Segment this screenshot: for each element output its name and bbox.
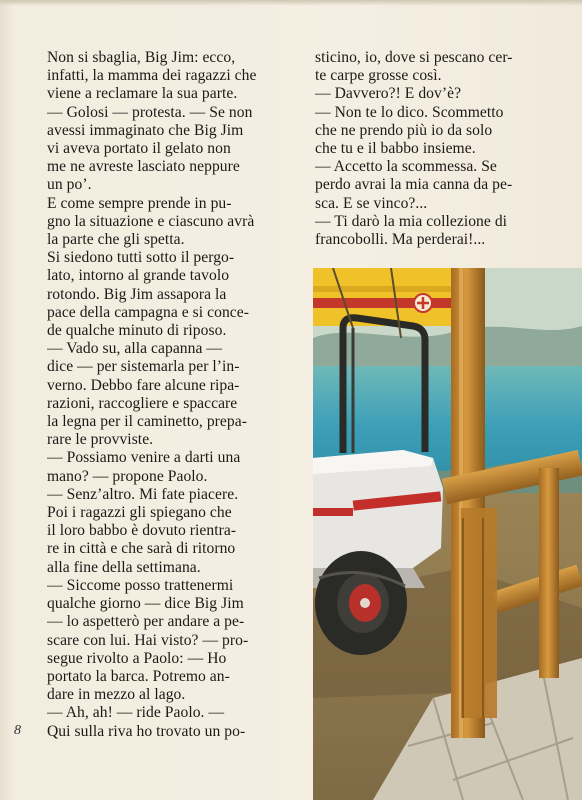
jeep-by-lake-illustration (313, 268, 582, 800)
left-column-line: gno la situazione e ciascuno avrà (47, 212, 255, 230)
left-column-line: — Vado su, alla capanna — (47, 340, 223, 358)
left-column-line: la legna per il caminetto, prepa- (47, 413, 247, 431)
page-top-shadow (0, 0, 582, 6)
right-column-line: — Ti darò la mia collezione di (315, 212, 508, 230)
left-column-line: verno. Debbo fare alcune ripa- (47, 376, 240, 394)
awning-stripe (313, 298, 463, 308)
right-column-line: sticino, io, dove si pescano cer- (315, 49, 513, 66)
left-column-line: il loro babbo è dovuto rientra- (47, 522, 237, 540)
right-column-line: che ne prendo più io da solo (315, 121, 493, 139)
right-column-line: te carpe grosse così. (315, 67, 442, 85)
left-column-line: de qualche minuto di riposo. (47, 322, 227, 340)
page-number: 8 (14, 723, 21, 738)
left-column-line: — Golosi — protesta. — Se non (47, 103, 253, 121)
left-column-line: dice — per sistemarla per l’in- (47, 358, 240, 376)
illustration-svg (313, 268, 582, 800)
left-column-line: — Siccome posso trattenermi (47, 576, 234, 594)
left-column-line: scare con lui. Hai visto? — pro- (47, 631, 249, 649)
right-column-line: francobolli. Ma perderai!... (315, 231, 486, 249)
left-column-line: me ne avreste lasciato neppure (47, 158, 240, 176)
left-column-line: mano? — propone Paolo. (47, 467, 208, 485)
left-column-line: Poi i ragazzi gli spiegano che (47, 504, 232, 522)
left-column-line: un po’. (47, 176, 92, 194)
left-column-line: pace della campagna e si conce- (47, 303, 249, 321)
left-column-line: qualche giorno — dice Big Jim (47, 595, 244, 613)
left-column-line: — lo aspetterò per andare a pe- (47, 613, 245, 631)
left-text-column (47, 49, 297, 741)
left-column-line: avessi immaginato che Big Jim (47, 121, 244, 139)
right-column-line: — Davvero?! E dov’è? (315, 85, 462, 103)
left-column-line: portato la barca. Potremo an- (47, 667, 230, 685)
right-column-line: che tu e il babbo insieme. (315, 140, 476, 158)
left-column-line: — Senz’altro. Mi fate piacere. (47, 485, 239, 503)
left-column-line: la parte che gli spetta. (47, 231, 185, 249)
left-column-line: Si siedono tutti sotto il pergo- (47, 249, 235, 267)
right-column-line: — Accetto la scommessa. Se (315, 158, 497, 176)
left-column-line: rare le provviste. (47, 431, 154, 449)
left-column-line: Non si sbaglia, Big Jim: ecco, (47, 49, 236, 66)
left-column-line: E come sempre prende in pu- (47, 194, 232, 212)
left-column-line: razioni, raccogliere e spaccare (47, 394, 238, 412)
left-column-line: lato, intorno al grande tavolo (47, 267, 230, 285)
left-column-line: — Ah, ah! — ride Paolo. — (47, 704, 225, 722)
left-column-line: rotondo. Big Jim assapora la (47, 285, 227, 303)
wooden-post-base (461, 508, 497, 718)
left-column-line: re in città e che sarà di ritorno (47, 540, 236, 558)
left-column-line: alla fine della settimana. (47, 558, 201, 576)
left-column-line: dare in mezzo al lago. (47, 686, 186, 704)
left-column-line: infatti, la mamma dei ragazzi che (47, 67, 257, 85)
right-column-line: perdo avrai la mia canna da pe- (315, 176, 513, 194)
left-column-line: vi aveva portato il gelato non (47, 140, 231, 158)
right-column-line: — Non te lo dico. Scommetto (315, 103, 504, 121)
wooden-post-right (539, 468, 559, 678)
left-column-line: segue rivolto a Paolo: — Ho (47, 649, 227, 667)
left-column-line: — Possiamo venire a darti una (47, 449, 241, 467)
left-column-line: viene a reclamare la sua parte. (47, 85, 238, 103)
right-text-column (315, 49, 563, 249)
right-column-line: sca. E se vinco?... (315, 194, 428, 212)
left-column-line: Qui sulla riva ho trovato un po- (47, 722, 246, 740)
